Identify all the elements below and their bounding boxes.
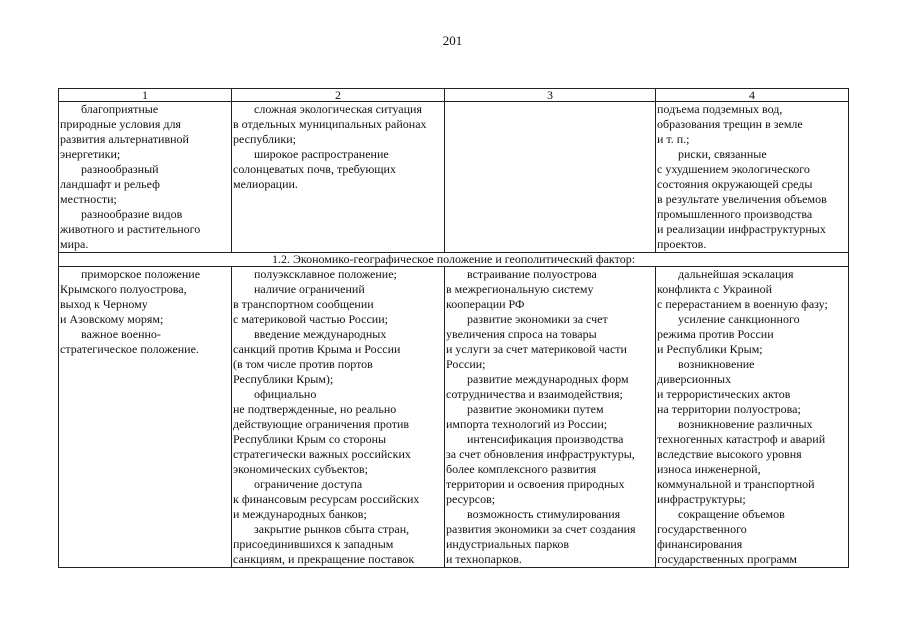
table-header-row: [59, 89, 849, 102]
page-number: 201: [442, 33, 463, 48]
column-header-1: 1: [59, 89, 232, 102]
table-row: [59, 102, 849, 253]
row2-col3-cell: [445, 267, 656, 568]
row2-col2-cell: [232, 267, 445, 568]
section-title-row: [59, 253, 849, 267]
row2-col3-text: встраивание полуострова в межрегиональную систему кооперации РФ развитие экономики за счет увеличения спроса на товары и услуги за счет материковой части России; развитие международных форм сотрудничества и взаимодействия; развитие экономики путем импорта технологий из России; интенсификация производства за счет обновления инфраструктуры, более комплексного развития территории и освоения природных ресурсов; возможность стимулирования развития экономики за счет создания индустриальных парков и технопарков.: [446, 267, 636, 566]
column-header-4: 4: [656, 89, 849, 102]
row1-col4-text: подъема подземных вод, образования трещин в земле и т. п.; риски, связанные с ухудшением экологического состояния окружающей среды в результате увеличения объемов промышленного производства и реализации инфраструктурных проектов.: [657, 102, 827, 251]
row2-col1-cell: [59, 267, 232, 568]
table-row: [59, 267, 849, 568]
column-header-2: 2: [232, 89, 445, 102]
swot-table: [58, 88, 849, 568]
row1-col2-text: сложная экологическая ситуация в отдельных муниципальных районах республики; широкое распространение солонцеватых почв, требующих мелиорации.: [233, 102, 427, 191]
column-header-3: 3: [445, 89, 656, 102]
row1-col1-text: благоприятные природные условия для развития альтернативной энергетики; разнообразный ландшафт и рельеф местности; разнообразие видов животного и растительного мира.: [60, 102, 201, 251]
row1-col4-cell: [656, 102, 849, 253]
row2-col2-text: полуэксклавное положение; наличие ограничений в транспортном сообщении с материковой частью России; введение международных санкций против Крыма и России (в том числе против портов Республики Крым); официально не подтвержденные, но реально действующие ограничения против Республики Крым со стороны стратегически важных российских экономических субъектов; ограничение доступа к финансовым ресурсам российских и международных банков; закрытие рынков сбыта стран, присоединившихся к западным санкциям, и прекращение поставок: [233, 267, 420, 566]
row1-col1-cell: [59, 102, 232, 253]
row1-col3-cell: [445, 102, 656, 253]
section-title: 1.2. Экономико-географическое положение и геополитический фактор:: [59, 253, 849, 267]
row2-col4-cell: [656, 267, 849, 568]
row1-col2-cell: [232, 102, 445, 253]
row2-col4-text: дальнейшая эскалация конфликта с Украиной с перерастанием в военную фазу; усиление санкционного режима против России и Республики Крым; возникновение диверсионных и террористических актов на территории полуострова; возникновение различных техногенных катастроф и аварий вследствие высокого уровня износа инженерной, коммунальной и транспортной инфраструктуры; сокращение объемов государственного финансирования государственных программ: [657, 267, 828, 566]
row2-col1-text: приморское положение Крымского полуострова, выход к Черному и Азовскому морям; важное военно- стратегическое положение.: [60, 267, 201, 356]
